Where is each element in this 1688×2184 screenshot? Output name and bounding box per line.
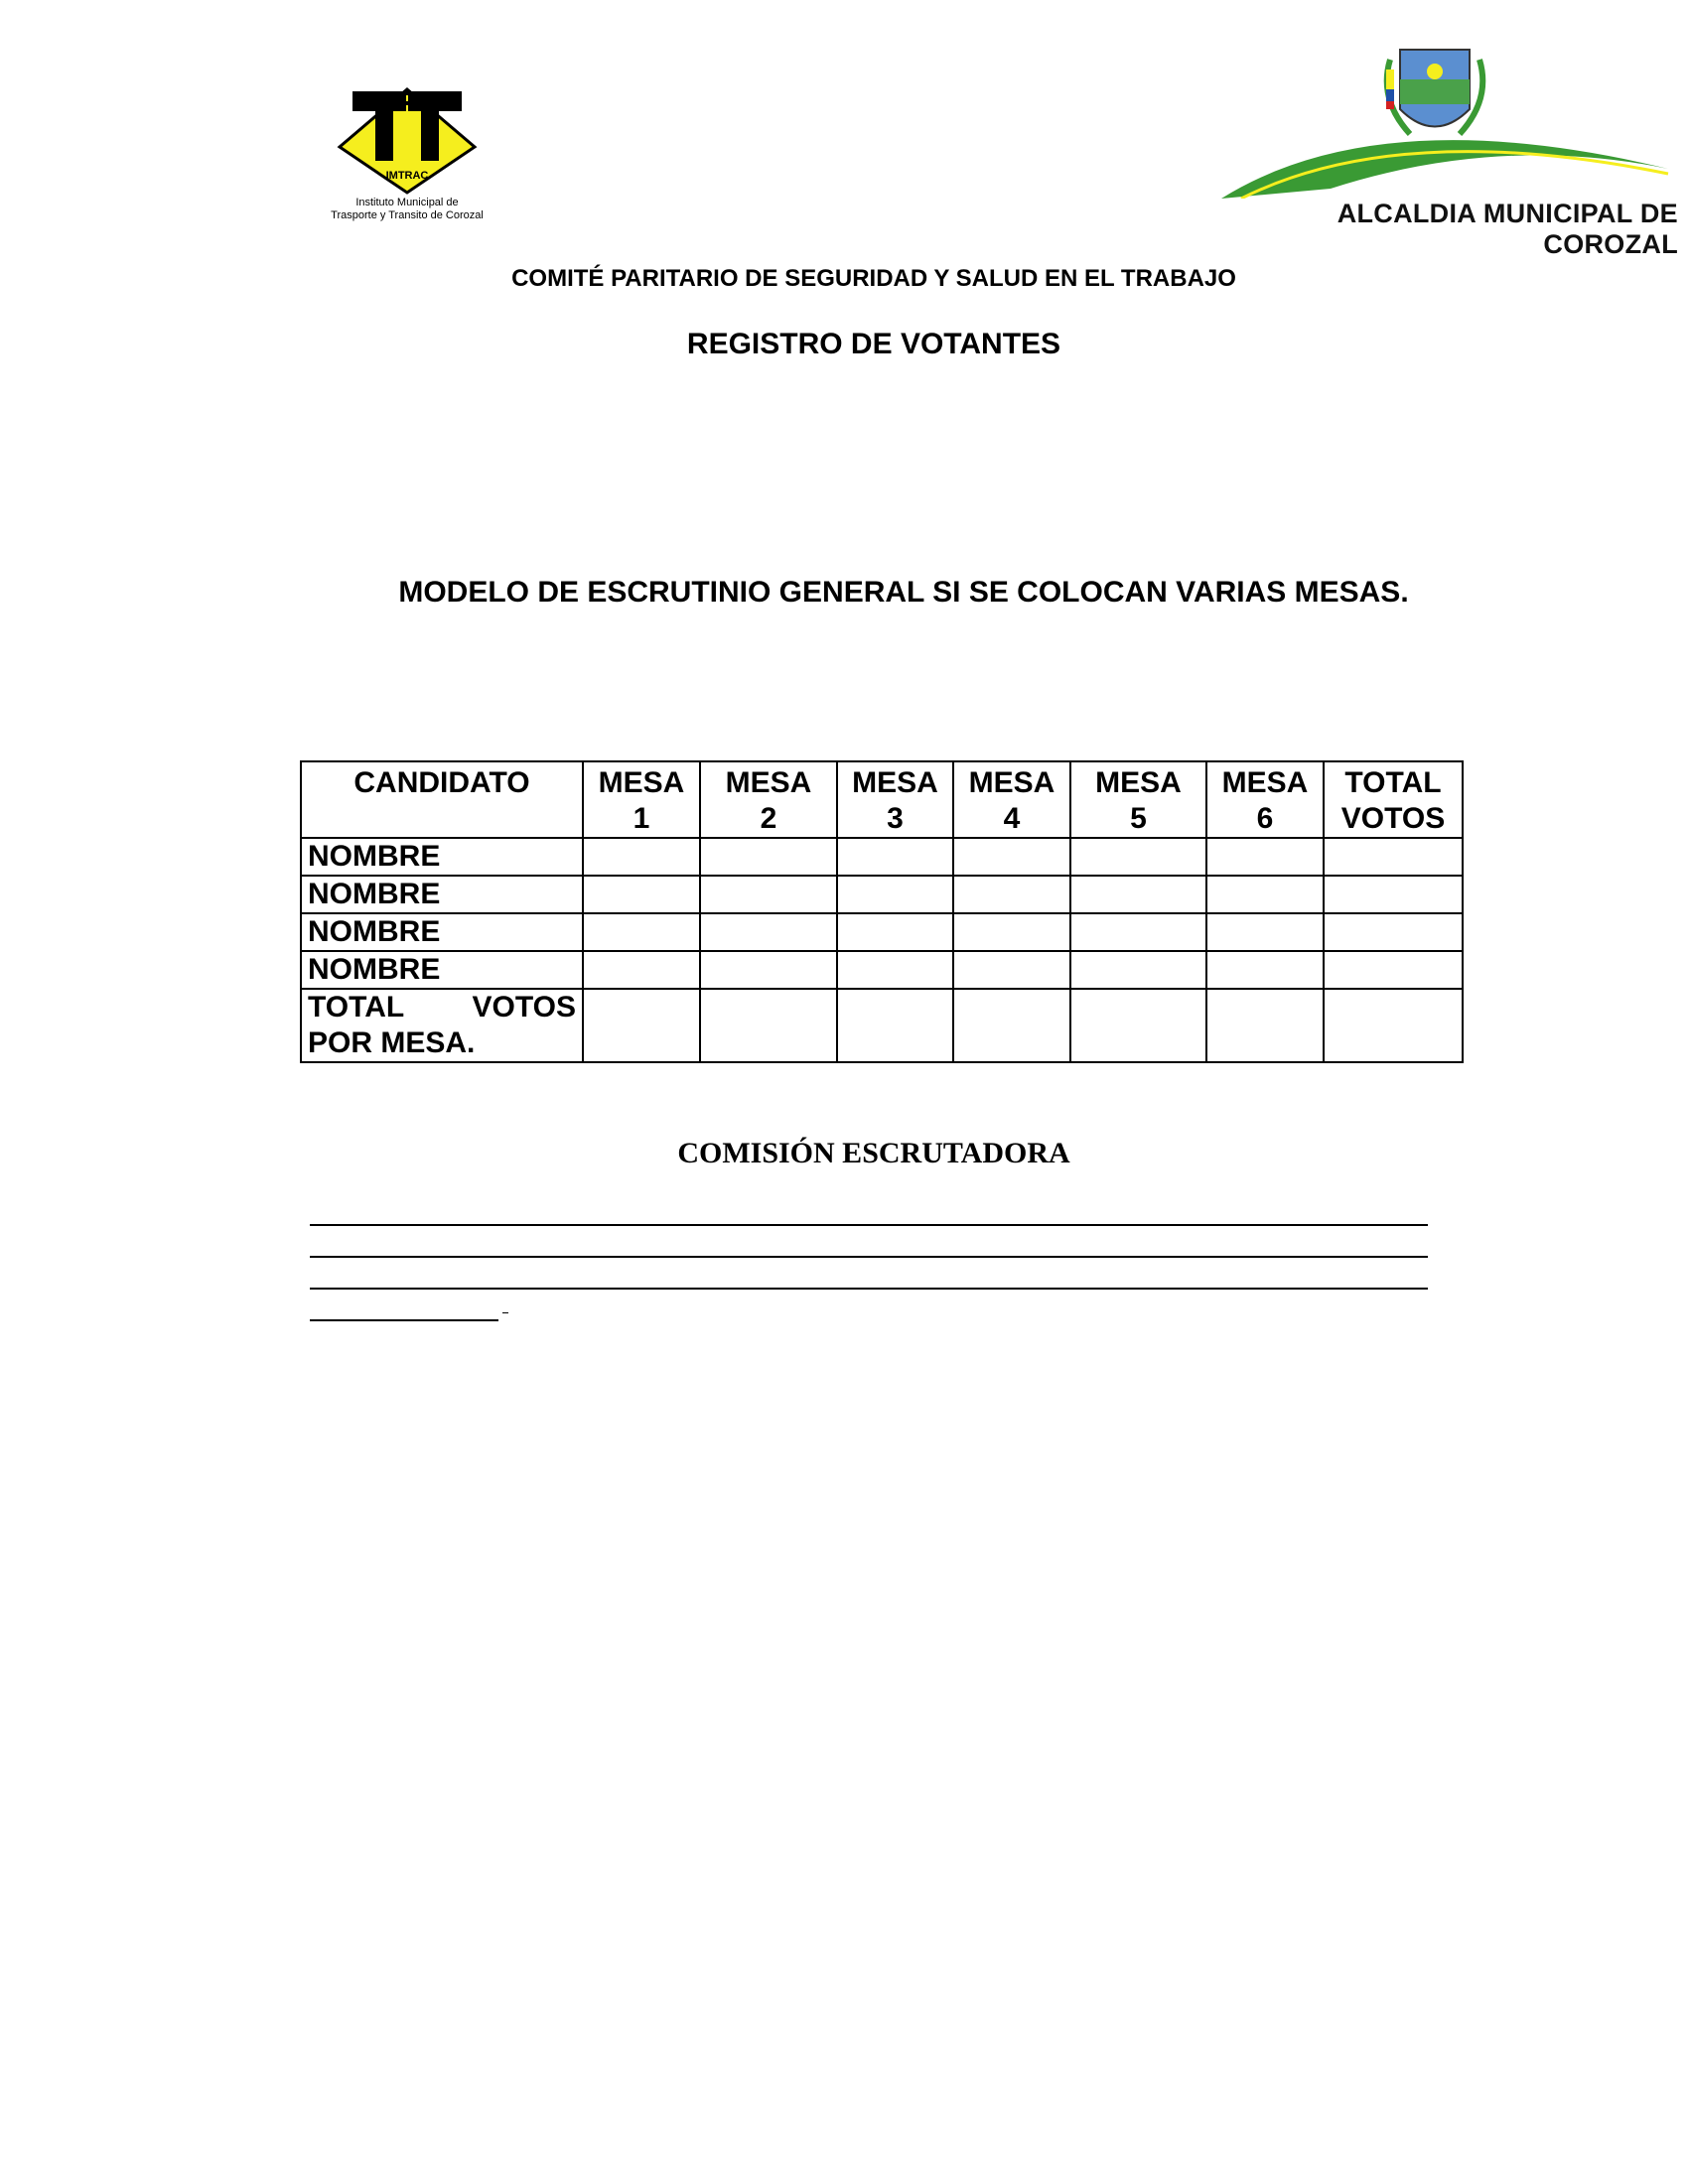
vote-cell[interactable] <box>1070 838 1206 876</box>
header-total-votos: TOTAL VOTOS <box>1324 761 1463 838</box>
vote-cell[interactable] <box>953 913 1070 951</box>
vote-cell[interactable] <box>583 913 700 951</box>
vote-cell[interactable] <box>1206 989 1324 1062</box>
committee-title: COMITÉ PARITARIO DE SEGURIDAD Y SALUD EN EL TRABAJO <box>511 265 1236 292</box>
signature-line[interactable] <box>310 1288 1428 1290</box>
vote-cell[interactable] <box>1070 989 1206 1062</box>
header-mesa-1: MESA 1 <box>583 761 700 838</box>
vote-cell[interactable] <box>583 876 700 913</box>
vote-cell[interactable] <box>583 838 700 876</box>
header-mesa-5: MESA 5 <box>1070 761 1206 838</box>
total-cell[interactable] <box>1324 913 1463 951</box>
total-row <box>301 989 1463 1062</box>
imtrac-logo-text: IMTRAC <box>385 170 429 182</box>
vote-cell[interactable] <box>837 951 953 989</box>
vote-cell[interactable] <box>1070 951 1206 989</box>
header-mesa-3: MESA 3 <box>837 761 953 838</box>
total-cell[interactable] <box>1324 989 1463 1062</box>
table-row <box>301 838 1463 876</box>
vote-cell[interactable] <box>700 913 837 951</box>
vote-cell[interactable] <box>953 989 1070 1062</box>
vote-cell[interactable] <box>953 876 1070 913</box>
vote-cell[interactable] <box>700 876 837 913</box>
vote-cell[interactable] <box>1206 951 1324 989</box>
total-votes-per-table-label: TOTAL VOTOS POR MESA. <box>301 989 583 1062</box>
imtrac-caption-line1: Instituto Municipal de <box>355 197 459 208</box>
imtrac-logo <box>298 87 516 236</box>
vote-cell[interactable] <box>583 989 700 1062</box>
vote-cell[interactable] <box>1206 876 1324 913</box>
header-mesa-6: MESA 6 <box>1206 761 1324 838</box>
table-row <box>301 876 1463 913</box>
candidate-name-cell: NOMBRE <box>301 838 583 876</box>
vote-cell[interactable] <box>583 951 700 989</box>
vote-cell[interactable] <box>953 838 1070 876</box>
signature-line[interactable] <box>310 1224 1428 1226</box>
document-title: REGISTRO DE VOTANTES <box>686 328 1061 360</box>
coat-of-arms-icon <box>1201 40 1678 199</box>
imtrac-emblem-icon <box>298 87 516 197</box>
table-row <box>301 913 1463 951</box>
commission-title: COMISIÓN ESCRUTADORA <box>677 1137 1070 1169</box>
header-candidato: CANDIDATO <box>301 761 583 838</box>
signature-line-tick <box>502 1312 508 1313</box>
signature-line[interactable] <box>310 1319 498 1321</box>
vote-cell[interactable] <box>1206 913 1324 951</box>
vote-cell[interactable] <box>700 838 837 876</box>
vote-cell[interactable] <box>837 876 953 913</box>
total-cell[interactable] <box>1324 876 1463 913</box>
total-cell[interactable] <box>1324 838 1463 876</box>
vote-cell[interactable] <box>1070 913 1206 951</box>
candidate-name-cell: NOMBRE <box>301 876 583 913</box>
total-cell[interactable] <box>1324 951 1463 989</box>
alcaldia-name: ALCALDIA MUNICIPAL DE COROZAL <box>1336 199 1678 259</box>
vote-cell[interactable] <box>700 989 837 1062</box>
signature-line[interactable] <box>310 1256 1428 1258</box>
candidate-name-cell: NOMBRE <box>301 913 583 951</box>
vote-cell[interactable] <box>1070 876 1206 913</box>
vote-cell[interactable] <box>700 951 837 989</box>
vote-cell[interactable] <box>837 913 953 951</box>
header-mesa-4: MESA 4 <box>953 761 1070 838</box>
header-mesa-2: MESA 2 <box>700 761 837 838</box>
table-row <box>301 951 1463 989</box>
table-header-row <box>301 761 1463 838</box>
vote-cell[interactable] <box>837 989 953 1062</box>
scrutiny-table <box>300 760 1464 1063</box>
candidate-name-cell: NOMBRE <box>301 951 583 989</box>
vote-cell[interactable] <box>953 951 1070 989</box>
vote-cell[interactable] <box>837 838 953 876</box>
alcaldia-logo <box>1201 40 1678 259</box>
model-title: MODELO DE ESCRUTINIO GENERAL SI SE COLOCAN VARIAS MESAS. <box>398 576 1409 609</box>
vote-cell[interactable] <box>1206 838 1324 876</box>
imtrac-caption-line2: Trasporte y Transito de Corozal <box>331 209 484 221</box>
